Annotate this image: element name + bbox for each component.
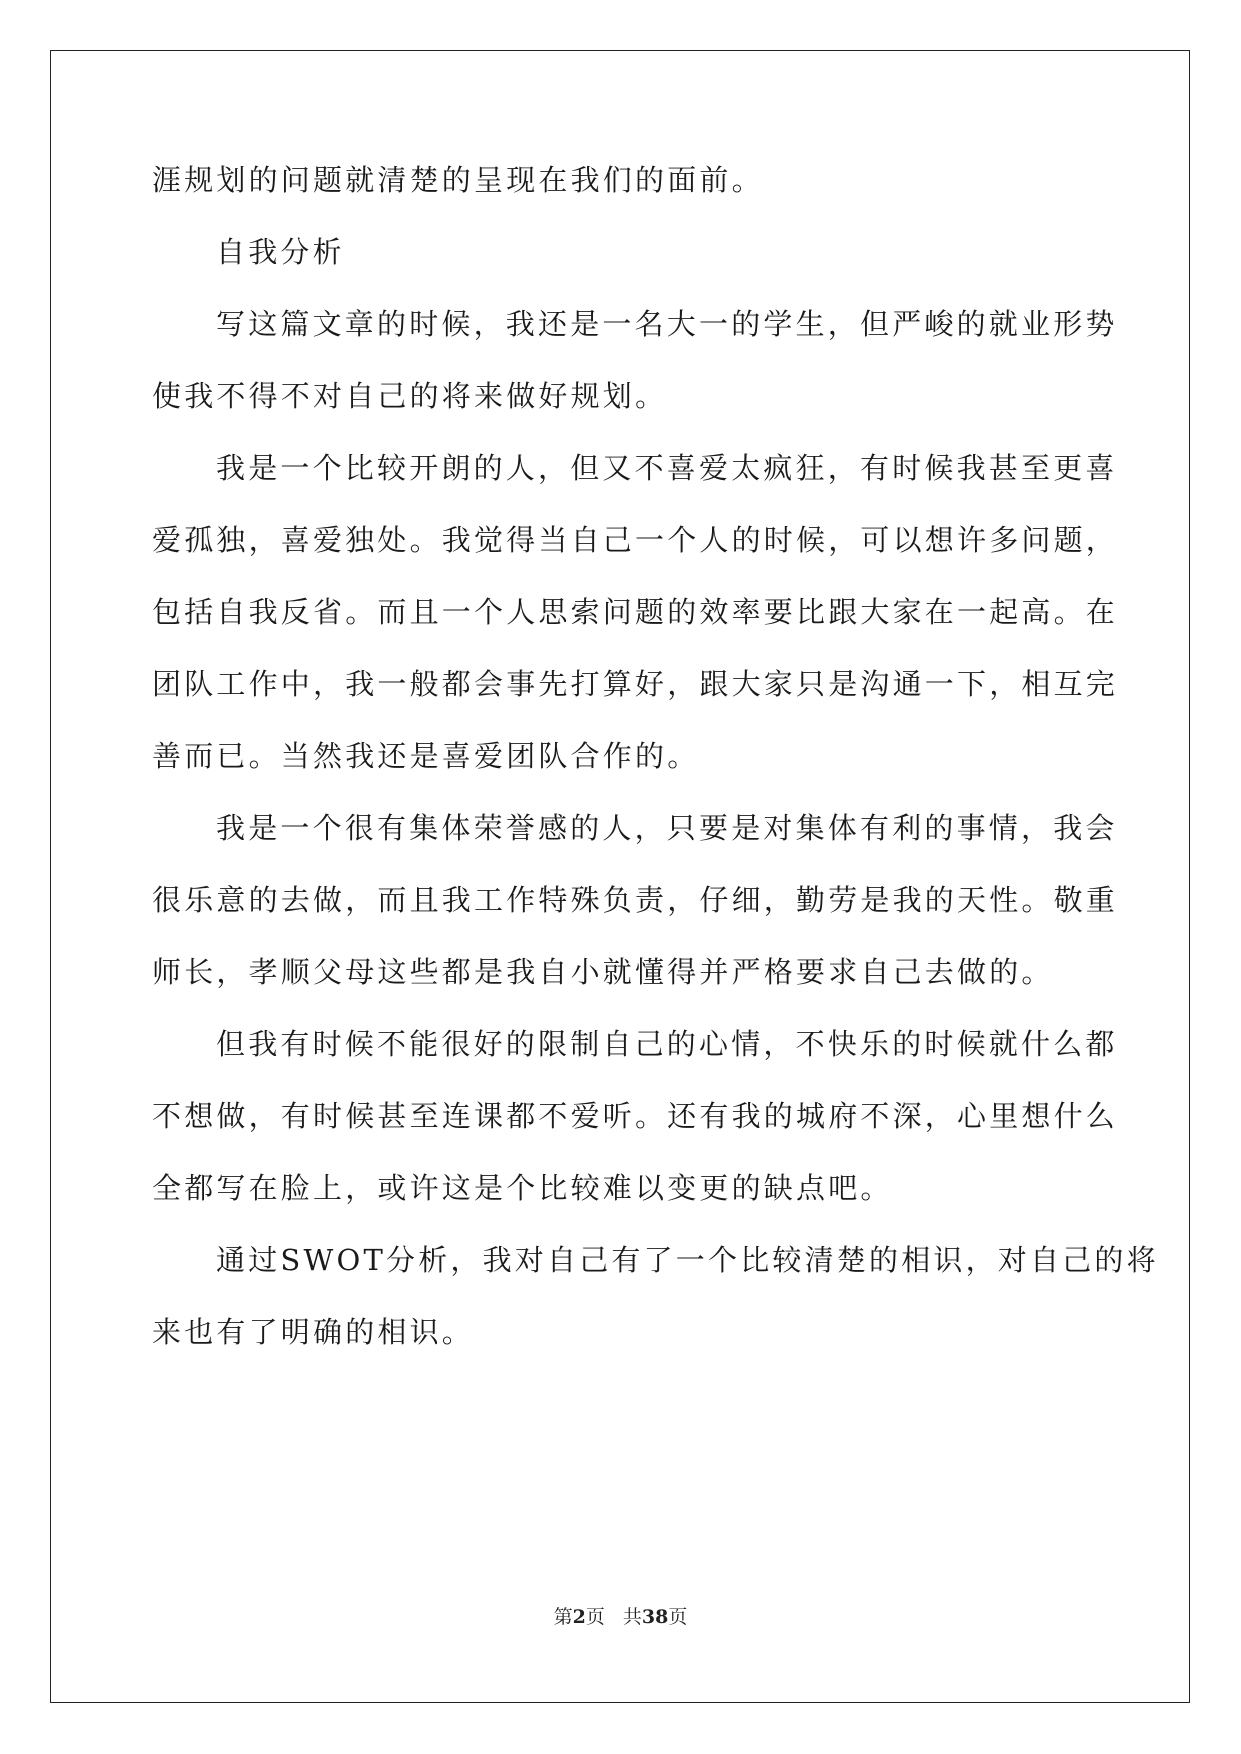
text-line: 我是一个比较开朗的人，但又不喜爱太疯狂，有时候我甚至更喜: [216, 451, 1118, 485]
text-line: 全都写在脸上，或许这是个比较难以变更的缺点吧。: [152, 1171, 893, 1205]
total-pages: 38: [641, 1606, 669, 1628]
text-line: 包括自我反省。而且一个人思索问题的效率要比跟大家在一起高。在: [152, 595, 1119, 629]
section-heading: 自我分析: [216, 235, 345, 269]
total-prefix: 共: [622, 1606, 642, 1628]
page-footer: [0, 1602, 1241, 1629]
text-line: 涯规划的问题就清楚的呈现在我们的面前。: [152, 163, 764, 197]
text-line: 写这篇文章的时候，我还是一名大一的学生，但严峻的就业形势: [216, 307, 1118, 341]
text-line: 爱孤独，喜爱独处。我觉得当自己一个人的时候，可以想许多问题，: [152, 523, 1119, 557]
text-line: 善而已。当然我还是喜爱团队合作的。: [152, 739, 700, 773]
total-suffix: 页: [668, 1606, 688, 1628]
text-line: 我是一个很有集体荣誉感的人，只要是对集体有利的事情，我会: [216, 811, 1118, 845]
text-line: 不想做，有时候甚至连课都不爱听。还有我的城府不深，心里想什么: [152, 1099, 1119, 1133]
text-line: 很乐意的去做，而且我工作特殊负责，仔细，勤劳是我的天性。敬重: [152, 883, 1119, 917]
page-frame: [50, 50, 1190, 1703]
text-line: 团队工作中，我一般都会事先打算好，跟大家只是沟通一下，相互完: [152, 667, 1119, 701]
text-line: 使我不得不对自己的将来做好规划。: [152, 379, 668, 413]
page-number: 2: [572, 1606, 586, 1628]
text-line: 但我有时候不能很好的限制自己的心情，不快乐的时候就什么都: [216, 1027, 1118, 1061]
text-line: 来也有了明确的相识。: [152, 1315, 475, 1349]
page-prefix: 第: [553, 1606, 573, 1628]
text-line: 通过SWOT分析，我对自己有了一个比较清楚的相识，对自己的将: [216, 1243, 1159, 1277]
page-suffix: 页: [585, 1606, 605, 1628]
text-line: 师长，孝顺父母这些都是我自小就懂得并严格要求自己去做的。: [152, 955, 1054, 989]
